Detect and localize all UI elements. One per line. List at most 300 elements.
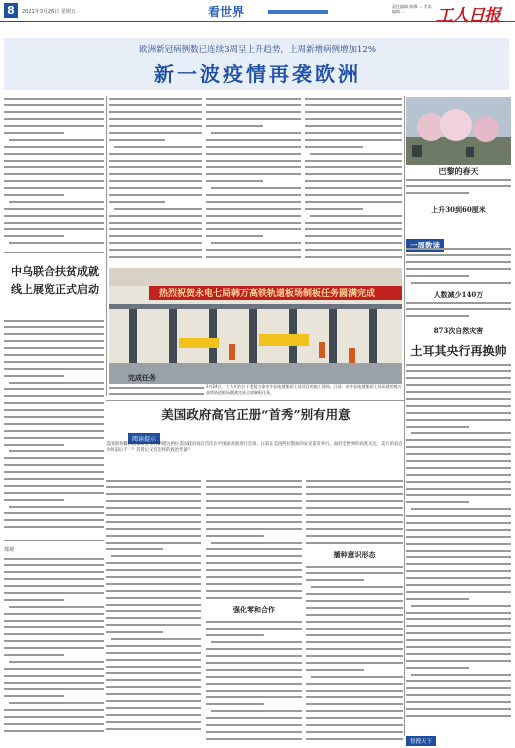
text-line — [406, 184, 511, 189]
text-line — [306, 592, 403, 597]
text-line — [306, 578, 364, 583]
text-line — [4, 414, 104, 419]
text-line — [106, 643, 201, 648]
text-line — [211, 241, 301, 246]
text-line — [4, 387, 104, 392]
text-line — [4, 220, 104, 225]
text-line — [4, 234, 64, 239]
section-name: 看世界 — [208, 5, 245, 19]
text-line — [114, 206, 202, 211]
text-line — [206, 716, 302, 721]
text-line — [406, 596, 469, 601]
text-line — [411, 507, 511, 512]
text-line — [4, 694, 64, 699]
text-line — [4, 708, 104, 713]
text-line — [406, 300, 511, 305]
text-line — [206, 547, 302, 552]
text-line — [106, 699, 201, 704]
text-line — [4, 359, 104, 364]
text-line — [9, 701, 104, 706]
us-story-title: 美国政府高官正册“首秀”别有用意 — [161, 407, 351, 422]
text-line — [206, 533, 264, 538]
commentary-body — [4, 556, 104, 740]
text-line — [4, 518, 104, 523]
text-line — [4, 584, 104, 589]
text-line — [306, 667, 364, 672]
text-line — [306, 729, 403, 734]
text-line — [4, 597, 64, 602]
us-story-subhead: 播种意识形态 — [333, 550, 376, 560]
text-line — [206, 96, 301, 101]
text-line — [109, 124, 202, 129]
page-header — [0, 0, 515, 26]
editor-info: 责任编辑 陈娜 ... 美术编辑 ... — [392, 4, 432, 14]
text-line — [306, 640, 403, 645]
text-line — [305, 110, 402, 115]
text-line — [4, 483, 104, 488]
section-bar — [268, 10, 328, 14]
text-line — [406, 638, 511, 643]
construction-photo — [109, 268, 402, 384]
text-line — [9, 604, 104, 609]
text-line — [206, 681, 302, 686]
text-line — [106, 533, 201, 538]
text-line — [305, 124, 402, 129]
text-line — [305, 254, 402, 259]
text-line — [406, 617, 511, 622]
text-line — [206, 588, 302, 593]
text-line — [406, 555, 511, 560]
text-line — [4, 525, 104, 530]
text-line — [106, 478, 201, 483]
us-story-col-1 — [106, 478, 201, 740]
text-line — [211, 709, 302, 714]
paris-caption-text — [406, 177, 511, 199]
text-line — [4, 325, 104, 330]
text-line — [206, 647, 302, 652]
text-line — [306, 526, 403, 531]
text-line — [4, 110, 104, 115]
page-number: 8 — [4, 3, 18, 18]
text-line — [4, 577, 104, 582]
text-line — [106, 568, 201, 573]
text-line — [306, 512, 403, 517]
text-line — [109, 151, 202, 156]
text-line — [206, 254, 301, 259]
text-line — [206, 117, 301, 122]
text-line — [4, 639, 104, 644]
text-line — [206, 248, 301, 253]
us-story-intro: 美国国务卿和国家安全事务助理这两位美国政府高官首次在中国面对面进行会谈，日前在美国阿拉斯加的安克雷奇举行。面对全世界的高度关注，美方的表态为何前后不一？其背后又有怎样的政治考量？ — [106, 442, 403, 453]
photo-banner-text: 热烈祝贺永电七局韩万高铁轨道板场制板任务圆满完成 — [159, 288, 376, 298]
weekly-subhead-0: 上升30到60厘米 — [431, 205, 486, 214]
text-line — [406, 396, 511, 401]
text-line — [206, 485, 302, 490]
text-line — [406, 438, 511, 443]
text-line — [4, 144, 104, 149]
text-line — [211, 540, 302, 545]
text-line — [406, 376, 511, 381]
text-line — [4, 470, 104, 475]
text-line — [306, 478, 403, 483]
text-line — [4, 339, 104, 344]
text-line — [109, 385, 204, 390]
text-line — [305, 186, 402, 191]
text-line — [411, 672, 511, 677]
text-line — [306, 571, 403, 576]
us-story-subhead: 强化零和合作 — [233, 605, 275, 615]
text-line — [206, 110, 301, 115]
left-story-title-line-1: 中乌联合扶贫成就 — [11, 265, 99, 278]
text-line — [206, 736, 302, 740]
text-line — [206, 499, 302, 504]
text-line — [406, 417, 511, 422]
text-line — [4, 570, 104, 575]
text-line — [4, 124, 104, 129]
text-line — [109, 241, 202, 246]
text-line — [406, 403, 511, 408]
text-line — [206, 512, 302, 517]
read-tip-badge: 阅读提示 — [128, 433, 160, 444]
text-line — [9, 199, 104, 204]
text-line — [4, 373, 64, 378]
text-line — [106, 540, 201, 545]
text-line — [305, 96, 402, 101]
text-line — [9, 241, 104, 246]
text-line — [406, 651, 511, 656]
text-line — [306, 654, 403, 659]
text-line — [206, 227, 301, 232]
text-line — [406, 177, 511, 182]
text-line — [406, 534, 511, 539]
text-line — [306, 499, 403, 504]
text-line — [106, 547, 163, 552]
text-line — [109, 213, 202, 218]
text-line — [305, 192, 402, 197]
paris-spring-photo — [406, 97, 511, 165]
text-line — [9, 137, 104, 142]
text-line — [4, 714, 104, 719]
text-line — [305, 130, 402, 135]
text-line — [4, 721, 104, 726]
text-line — [406, 253, 511, 258]
text-line — [305, 241, 402, 246]
text-line — [4, 497, 64, 502]
text-line — [4, 435, 104, 440]
text-line — [406, 569, 511, 574]
text-line — [406, 576, 511, 581]
text-line — [206, 158, 301, 163]
text-line — [406, 274, 469, 279]
divider — [404, 96, 405, 736]
text-line — [4, 421, 104, 426]
text-line — [311, 585, 403, 590]
text-line — [106, 506, 201, 511]
text-line — [109, 130, 202, 135]
text-line — [109, 179, 202, 184]
text-line — [109, 248, 202, 253]
text-line — [306, 736, 403, 740]
text-line — [411, 603, 511, 608]
text-line — [206, 688, 302, 693]
text-line — [406, 191, 469, 196]
text-line — [4, 680, 104, 685]
text-line — [106, 719, 201, 724]
text-line — [106, 519, 201, 524]
text-line — [106, 602, 201, 607]
text-line — [406, 307, 511, 312]
text-line — [109, 110, 202, 115]
text-line — [306, 716, 403, 721]
text-line — [4, 352, 104, 357]
text-line — [4, 456, 104, 461]
divider — [4, 540, 104, 541]
text-line — [4, 151, 104, 156]
weekly-data-body-1 — [406, 246, 511, 288]
text-line — [305, 137, 402, 142]
text-line — [206, 137, 301, 142]
text-line — [106, 692, 201, 697]
text-line — [305, 172, 402, 177]
text-line — [106, 650, 201, 655]
text-line — [206, 179, 263, 184]
text-line — [306, 533, 403, 538]
turkey-body — [406, 362, 511, 724]
text-line — [106, 630, 163, 635]
lead-headline: 新一波疫情再袭欧洲 — [154, 62, 361, 86]
text-line — [106, 581, 201, 586]
text-line — [306, 612, 403, 617]
text-line — [106, 485, 201, 490]
weekly-subhead-2: 873次自然灾害 — [433, 326, 484, 335]
text-line — [406, 314, 469, 319]
text-line — [109, 392, 204, 397]
issue-date: 2021年3月26日 星期五 — [22, 9, 76, 15]
text-line — [306, 605, 403, 610]
text-line — [4, 511, 104, 516]
text-line — [4, 332, 104, 337]
text-line — [406, 486, 511, 491]
divider — [106, 96, 107, 396]
text-line — [4, 227, 104, 232]
text-line — [206, 506, 302, 511]
text-line — [106, 685, 201, 690]
text-line — [206, 554, 302, 559]
text-line — [305, 199, 402, 204]
text-line — [4, 318, 104, 323]
us-story-col-3 — [306, 478, 403, 740]
text-line — [106, 623, 201, 628]
text-line — [406, 610, 511, 615]
text-line — [306, 709, 403, 714]
text-line — [206, 124, 263, 129]
text-line — [4, 563, 104, 568]
text-line — [206, 220, 301, 225]
text-line — [4, 158, 104, 163]
text-line — [4, 401, 104, 406]
text-line — [406, 713, 511, 718]
text-line — [406, 624, 511, 629]
text-line — [4, 728, 104, 733]
text-line — [4, 366, 104, 371]
text-line — [4, 206, 104, 211]
text-line — [4, 476, 104, 481]
text-line — [206, 234, 263, 239]
text-line — [406, 458, 511, 463]
text-line — [306, 619, 403, 624]
text-line — [406, 527, 511, 532]
text-line — [305, 206, 363, 211]
text-line — [306, 681, 403, 686]
text-line — [206, 723, 302, 728]
text-line — [106, 664, 201, 669]
lead-kicker: 欧洲新冠病例数已连续3周呈上升趋势，上周新增病例增加12% — [139, 45, 376, 55]
text-line — [9, 659, 104, 664]
text-line — [206, 695, 302, 700]
text-line — [211, 186, 301, 191]
text-line — [406, 631, 511, 636]
text-line — [4, 172, 104, 177]
text-line — [114, 144, 202, 149]
text-line — [305, 227, 402, 232]
text-line — [406, 583, 511, 588]
text-line — [305, 220, 402, 225]
text-line — [406, 493, 511, 498]
text-line — [305, 179, 402, 184]
text-line — [206, 172, 301, 177]
text-line — [406, 445, 511, 450]
text-line — [109, 96, 202, 101]
text-line — [109, 234, 202, 239]
paris-caption-box — [406, 166, 511, 177]
text-line — [9, 380, 104, 385]
text-line — [206, 151, 301, 156]
text-line — [406, 500, 469, 505]
text-line — [4, 346, 104, 351]
text-line — [206, 526, 302, 531]
text-line — [206, 568, 302, 573]
text-line — [306, 633, 403, 638]
text-line — [206, 674, 302, 679]
text-line — [406, 452, 511, 457]
text-line — [9, 504, 104, 509]
text-line — [206, 492, 302, 497]
text-line — [106, 499, 201, 504]
text-line — [4, 490, 104, 495]
text-line — [306, 492, 403, 497]
text-line — [406, 472, 511, 477]
text-line — [306, 598, 403, 603]
text-line — [406, 679, 511, 684]
text-line — [4, 687, 104, 692]
text-line — [4, 428, 104, 433]
text-line — [406, 548, 511, 553]
text-line — [406, 369, 511, 374]
left-story-body — [4, 318, 104, 536]
text-line — [406, 260, 511, 265]
text-line — [211, 640, 302, 645]
text-line — [4, 96, 104, 101]
footer-badge-wrap — [406, 728, 511, 745]
text-line — [106, 595, 201, 600]
text-line — [4, 632, 104, 637]
text-line — [4, 611, 104, 616]
newspaper-logo: 工人日报 — [436, 6, 500, 26]
text-line — [305, 144, 363, 149]
text-line — [206, 660, 302, 665]
text-line — [306, 723, 403, 728]
text-line — [4, 673, 104, 678]
text-line — [310, 213, 402, 218]
photo-caption: 3月24日，工人们在位于老挝万象市中国电建集团七局项目的施工现场。日前，由中国电建集团七局承建的韩万高铁轨道板场圆满完成全部制板任务。 — [206, 384, 402, 395]
text-line — [406, 383, 511, 388]
text-line — [406, 700, 511, 705]
text-line — [206, 519, 302, 524]
text-line — [306, 564, 403, 569]
text-line — [305, 234, 402, 239]
footer-badge: 智搜天下 — [406, 736, 436, 746]
text-line — [109, 199, 165, 204]
text-line — [206, 729, 302, 734]
text-line — [206, 199, 301, 204]
text-line — [206, 619, 302, 624]
text-line — [311, 674, 403, 679]
text-line — [109, 254, 202, 259]
text-line — [306, 540, 403, 545]
turkey-headline: 土耳其央行再换帅 — [410, 344, 507, 358]
text-line — [4, 117, 104, 122]
text-line — [4, 463, 104, 468]
text-line — [109, 117, 202, 122]
text-line — [305, 158, 402, 163]
text-line — [4, 556, 104, 561]
text-line — [4, 618, 104, 623]
text-line — [306, 519, 403, 524]
text-line — [4, 625, 104, 630]
text-line — [109, 220, 202, 225]
text-line — [206, 192, 301, 197]
text-line — [406, 645, 511, 650]
text-line — [406, 665, 469, 670]
text-line — [106, 671, 201, 676]
text-line — [306, 702, 403, 707]
text-line — [406, 267, 511, 272]
text-line — [206, 213, 301, 218]
text-line — [206, 206, 301, 211]
text-line — [411, 280, 511, 285]
text-line — [4, 394, 104, 399]
text-line — [106, 609, 201, 614]
text-line — [306, 660, 403, 665]
us-story-col-2 — [206, 478, 302, 740]
text-line — [306, 626, 403, 631]
text-line — [310, 151, 402, 156]
text-line — [206, 581, 302, 586]
text-line — [106, 705, 201, 710]
text-line — [106, 512, 201, 517]
lead-article-col-3 — [206, 96, 301, 266]
text-line — [406, 658, 511, 663]
author-name: 郑观 — [4, 547, 15, 553]
text-line — [206, 144, 301, 149]
text-line — [111, 636, 201, 641]
text-line — [206, 103, 301, 108]
text-line — [406, 465, 511, 470]
text-line — [306, 688, 403, 693]
text-line — [206, 595, 302, 600]
lead-article-col-1 — [4, 96, 104, 251]
text-line — [106, 492, 201, 497]
